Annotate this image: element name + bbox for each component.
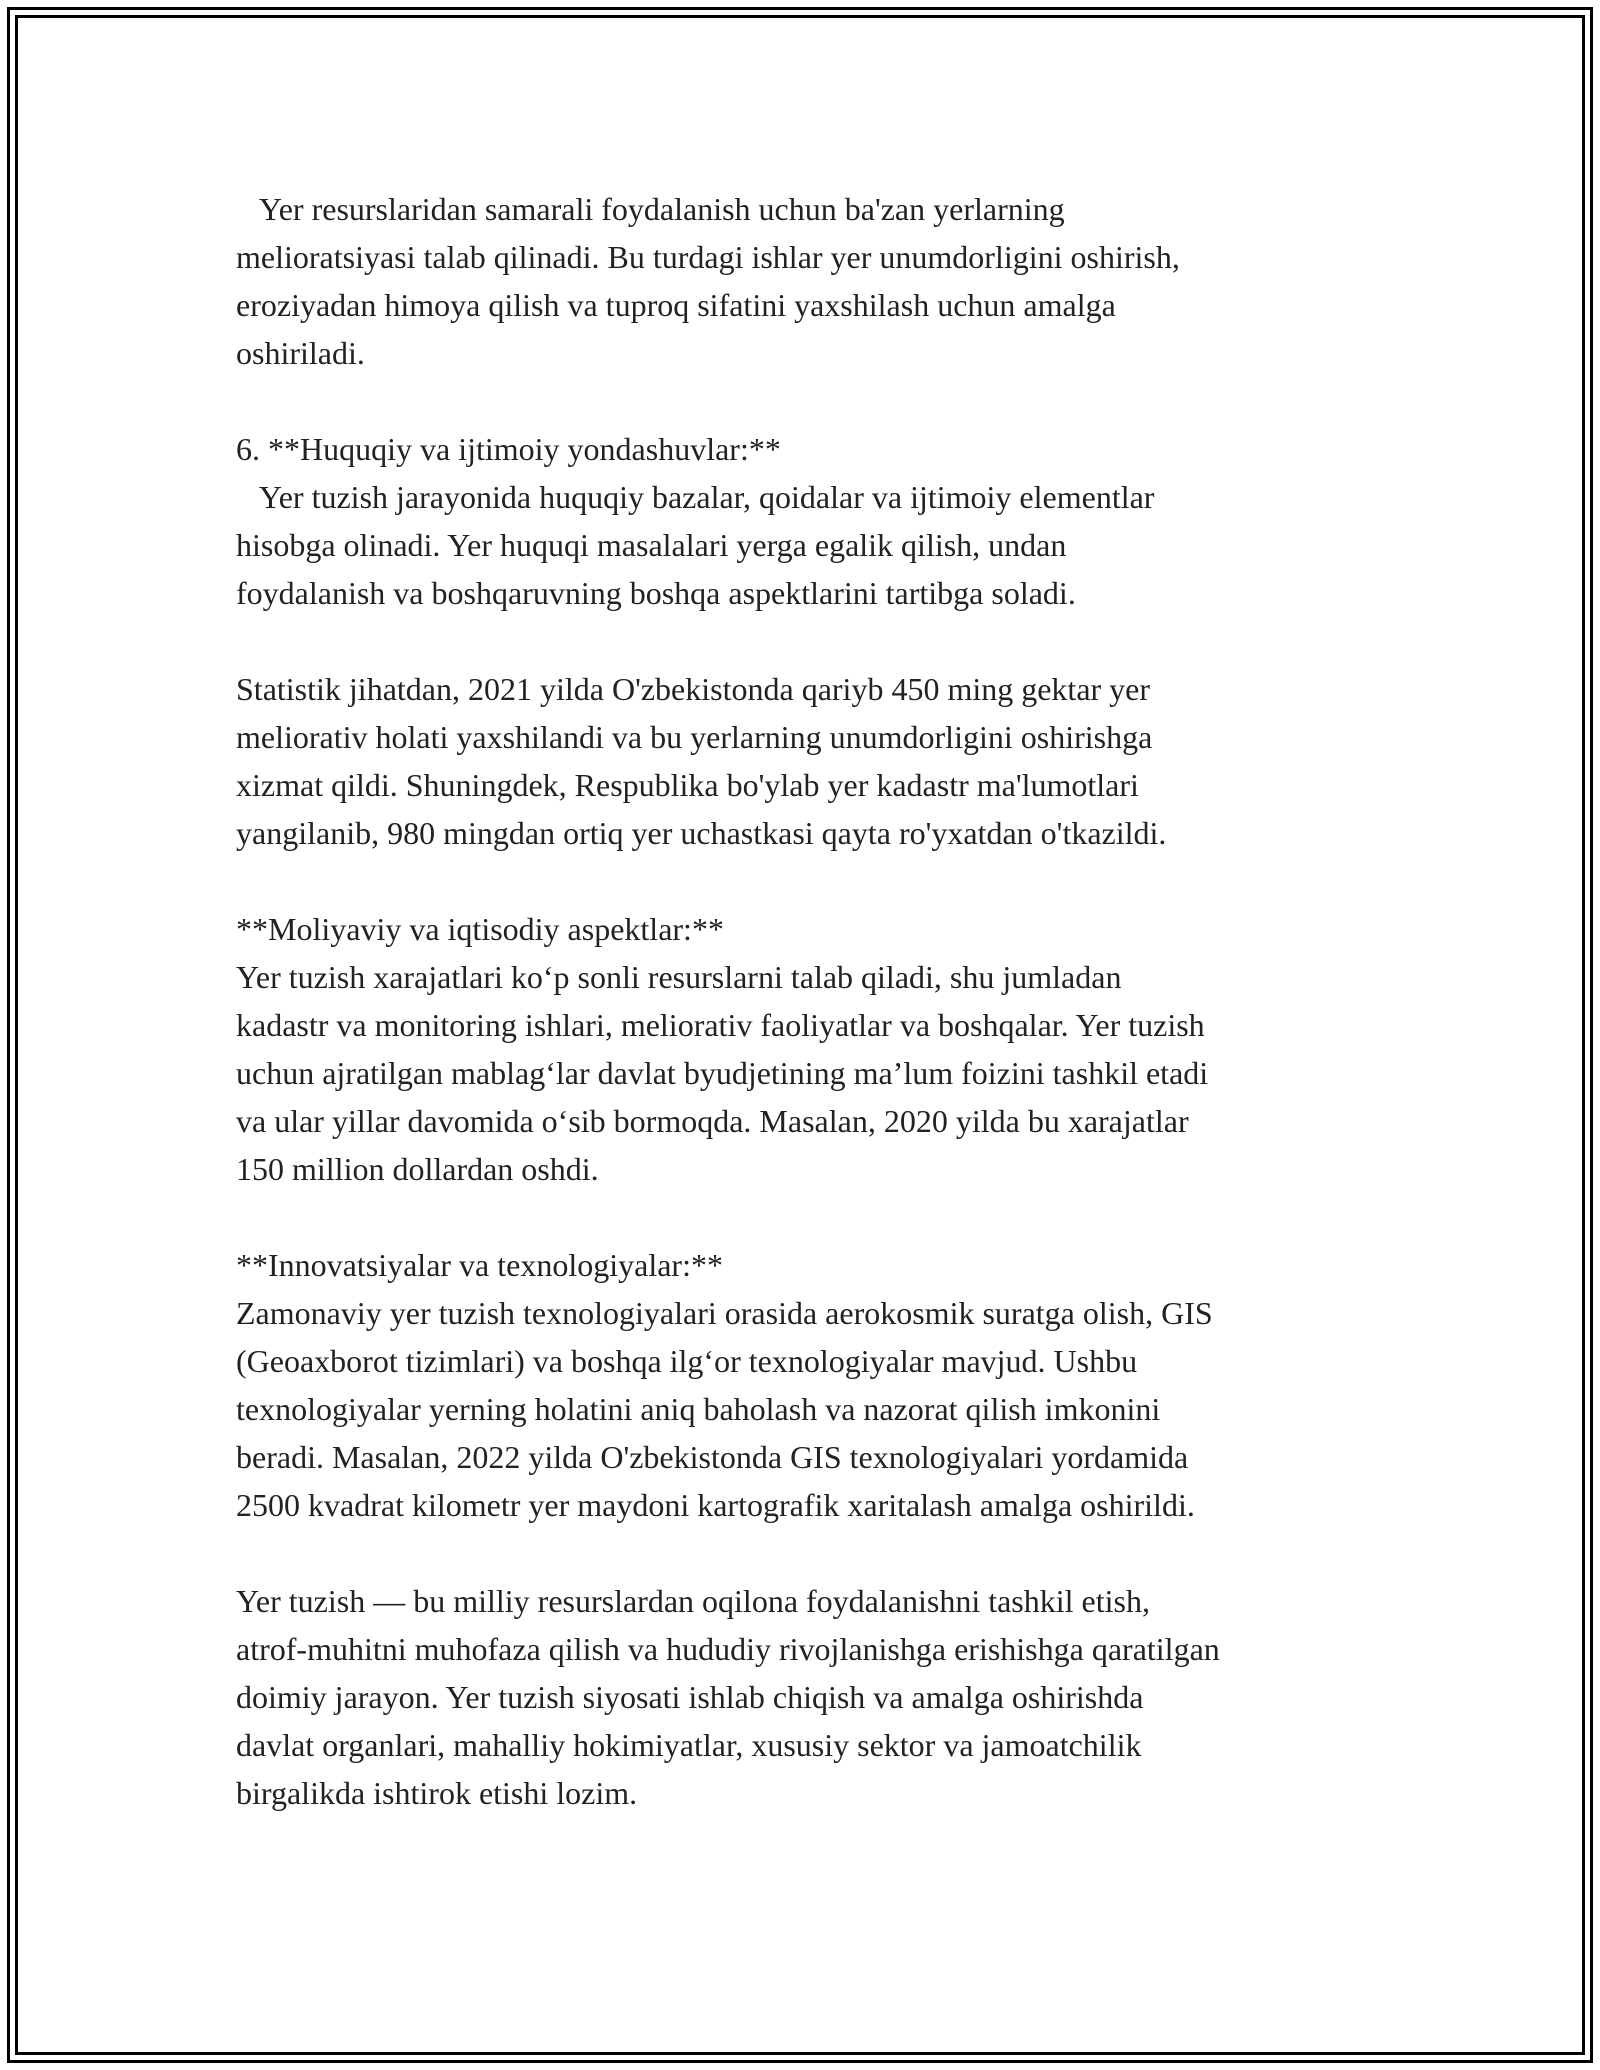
paragraph-legal-social bbox=[236, 425, 1386, 617]
text-line: Yer resurslaridan samarali foydalanish uchun ba'zan yerlarning bbox=[236, 191, 1065, 227]
text-line: Zamonaviy yer tuzish texnologiyalari orasida aerokosmik suratga olish, GIS bbox=[236, 1295, 1213, 1331]
text-line: hisobga olinadi. Yer huquqi masalalari yerga egalik qilish, undan bbox=[236, 527, 1067, 563]
text-line: texnologiyalar yerning holatini aniq baholash va nazorat qilish imkonini bbox=[236, 1391, 1161, 1427]
text-line: Statistik jihatdan, 2021 yilda O'zbekistonda qariyb 450 ming gektar yer bbox=[236, 671, 1151, 707]
section-heading-financial: **Moliyaviy va iqtisodiy aspektlar:** bbox=[236, 911, 724, 947]
section-heading-innovations: **Innovatsiyalar va texnologiyalar:** bbox=[236, 1247, 723, 1283]
text-line: birgalikda ishtirok etishi lozim. bbox=[236, 1775, 638, 1811]
text-line: Yer tuzish jarayonida huquqiy bazalar, qoidalar va ijtimoiy elementlar bbox=[236, 479, 1155, 515]
text-line: foydalanish va boshqaruvning boshqa aspektlarini tartibga soladi. bbox=[236, 575, 1076, 611]
text-line: (Geoaxborot tizimlari) va boshqa ilg‘or texnologiyalar mavjud. Ushbu bbox=[236, 1343, 1138, 1379]
text-line: beradi. Masalan, 2022 yilda O'zbekistonda GIS texnologiyalari yordamida bbox=[236, 1439, 1189, 1475]
paragraph-conclusion bbox=[236, 1577, 1386, 1817]
text-line: uchun ajratilgan mablag‘lar davlat byudjetining ma’lum foizini tashkil etadi bbox=[236, 1055, 1209, 1091]
text-line: doimiy jarayon. Yer tuzish siyosati ishlab chiqish va amalga oshirishda bbox=[236, 1679, 1144, 1715]
text-line: 150 million dollardan oshdi. bbox=[236, 1151, 599, 1187]
text-line: va ular yillar davomida o‘sib bormoqda. Masalan, 2020 yilda bu xarajatlar bbox=[236, 1103, 1189, 1139]
text-line: melioratsiyasi talab qilinadi. Bu turdagi ishlar yer unumdorligini oshirish, bbox=[236, 239, 1180, 275]
document-body bbox=[236, 185, 1386, 1865]
paragraph-melioration bbox=[236, 185, 1386, 377]
text-line: meliorativ holati yaxshilandi va bu yerlarning unumdorligini oshirishga bbox=[236, 719, 1153, 755]
text-line: Yer tuzish — bu milliy resurslardan oqilona foydalanishni tashkil etish, bbox=[236, 1583, 1150, 1619]
text-line: eroziyadan himoya qilish va tuproq sifatini yaxshilash uchun amalga bbox=[236, 287, 1116, 323]
text-line: davlat organlari, mahalliy hokimiyatlar, xususiy sektor va jamoatchilik bbox=[236, 1727, 1142, 1763]
text-line: 2500 kvadrat kilometr yer maydoni kartografik xaritalash amalga oshirildi. bbox=[236, 1487, 1195, 1523]
text-line: yangilanib, 980 mingdan ortiq yer uchastkasi qayta ro'yxatdan o'tkazildi. bbox=[236, 815, 1167, 851]
text-line: kadastr va monitoring ishlari, meliorativ faoliyatlar va boshqalar. Yer tuzish bbox=[236, 1007, 1205, 1043]
text-line: atrof-muhitni muhofaza qilish va hududiy rivojlanishga erishishga qaratilgan bbox=[236, 1631, 1220, 1667]
text-line: Yer tuzish xarajatlari ko‘p sonli resurslarni talab qiladi, shu jumladan bbox=[236, 959, 1122, 995]
paragraph-innovations bbox=[236, 1241, 1386, 1529]
section-heading-legal: 6. **Huquqiy va ijtimoiy yondashuvlar:** bbox=[236, 431, 781, 467]
text-line: xizmat qildi. Shuningdek, Respublika bo'ylab yer kadastr ma'lumotlari bbox=[236, 767, 1139, 803]
paragraph-financial bbox=[236, 905, 1386, 1193]
text-line: oshiriladi. bbox=[236, 335, 365, 371]
paragraph-statistics bbox=[236, 665, 1386, 857]
